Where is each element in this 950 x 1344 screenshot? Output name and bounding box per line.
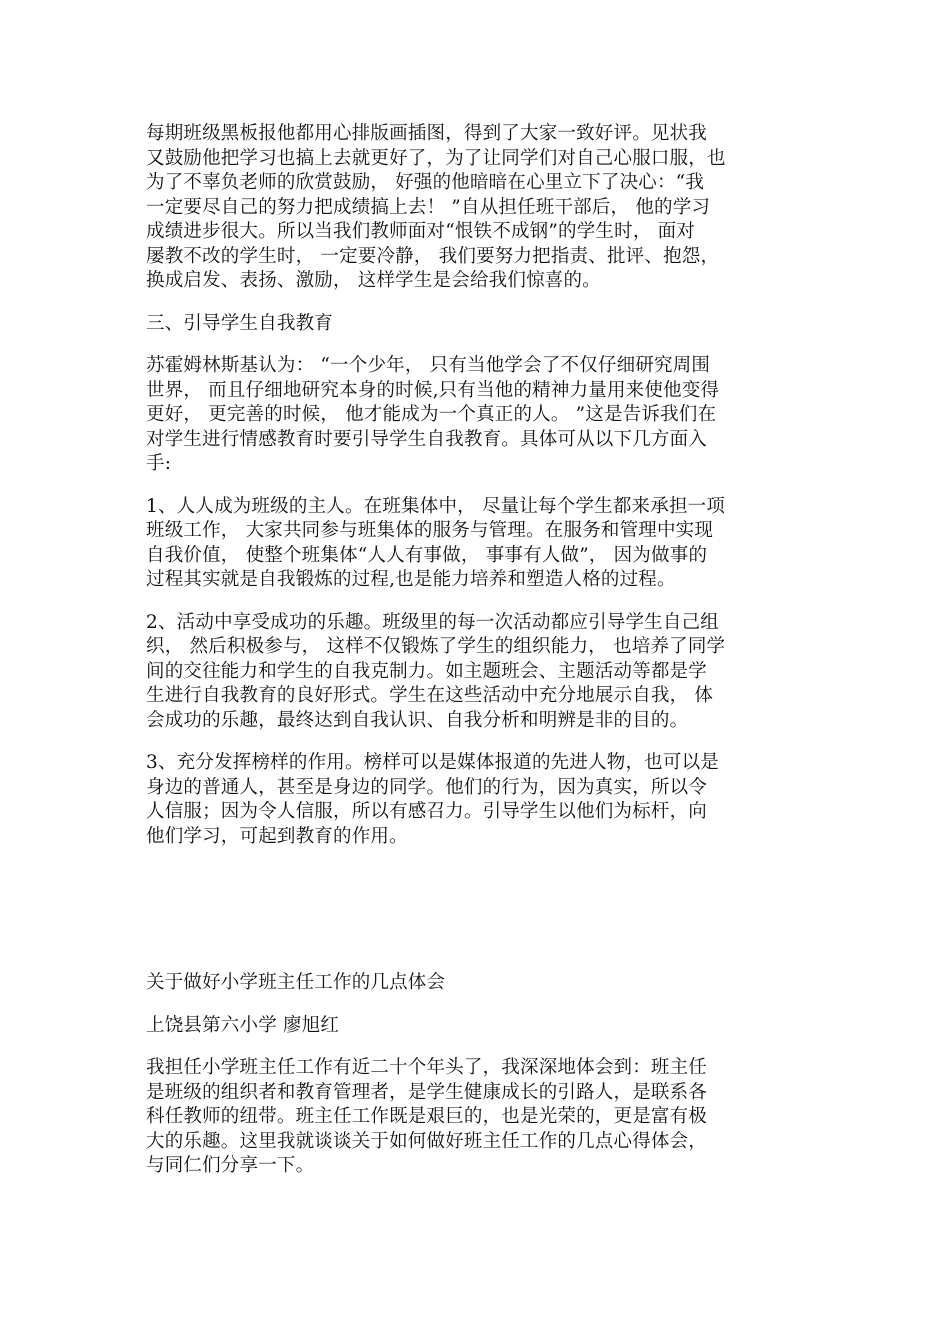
section-spacer (146, 867, 808, 971)
section-heading: 三、引导学生自我教育 (146, 312, 334, 334)
text-line: 3、充分发挥榜样的作用。榜样可以是媒体报道的先进人物，也可以是 (146, 752, 719, 773)
text-line: 屡教不改的学生时， 一定要冷静， 我们要努力把指责、批评、抱怨， (146, 245, 720, 267)
text-line: 会成功的乐趣，最终达到自我认识、自我分析和明辨是非的目的。 (146, 709, 689, 731)
text-line: 班级工作， 大家共同参与班集体的服务与管理。在服务和管理中实现 (146, 520, 714, 541)
text-line: 大的乐趣。这里我就谈谈关于如何做好班主任工作的几点心得体会， (146, 1130, 708, 1152)
text-line: 人信服；因为令人信服，所以有感召力。引导学生以他们为标杆，向 (146, 801, 708, 822)
paragraph-sukhomlinsky-quote (146, 354, 808, 477)
text-line: 换成启发、表扬、激励， 这样学生是会给我们惊喜的。 (146, 270, 601, 291)
list-item-2 (146, 611, 808, 734)
text-line: 更好， 更完善的时候， 他才能成为一个真正的人。 ”这是告诉我们在 (146, 404, 717, 425)
text-line: 生进行自我教育的良好形式。学生在这些活动中充分地展示自我， 体 (146, 685, 714, 706)
paragraph-blackboard-story (146, 122, 808, 294)
text-line: 对学生进行情感教育时要引导学生自我教育。具体可从以下几方面入 (146, 428, 708, 450)
text-line: 身边的普通人，甚至是身边的同学。他们的行为，因为真实，所以令 (146, 776, 708, 798)
text-line: 间的交往能力和学生的自我克制力。如主题班会、主题活动等都是学 (146, 660, 708, 682)
text-line: 又鼓励他把学习也搞上去就更好了，为了让同学们对自己心服口服，也 (146, 147, 726, 169)
author-line: 上饶县第六小学 廖旭红 (146, 1014, 340, 1036)
list-item-3 (146, 751, 808, 849)
text-line: 为了不辜负老师的欣赏鼓励， 好强的他暗暗在心里立下了决心：“我 (146, 172, 705, 193)
article-title: 关于做好小学班主任工作的几点体会 (146, 972, 446, 993)
paragraph-intro (146, 1056, 808, 1179)
list-item-1 (146, 495, 808, 593)
text-line: 是班级的组织者和教育管理者，是学生健康成长的引路人，是联系各 (146, 1081, 708, 1103)
document-body (146, 122, 808, 1197)
text-line: 自我价值， 使整个班集体“人人有事做， 事事有人做”， 因为做事的 (146, 544, 708, 566)
text-line: 织， 然后积极参与， 这样不仅锻炼了学生的组织能力， 也培养了同学 (146, 636, 726, 657)
text-line: 成绩进步很大。所以当我们教师面对“恨铁不成钢”的学生时， 面对 (146, 221, 695, 242)
text-line: 1、人人成为班级的主人。在班集体中， 尽量让每个学生都来承担一项 (146, 495, 726, 517)
text-line: 他们学习，可起到教育的作用。 (146, 825, 408, 847)
text-line: 手: (146, 453, 172, 474)
text-line: 与同仁们分享一下。 (146, 1155, 315, 1176)
text-line: 每期班级黑板报他都用心排版画插图，得到了大家一致好评。见状我 (146, 123, 708, 144)
text-line: 苏霍姆林斯基认为： “一个少年， 只有当他学会了不仅仔细研究周围 (146, 355, 711, 376)
text-line: 世界， 而且仔细地研究本身的时候,只有当他的精神力量用来使他变得 (146, 379, 720, 401)
text-line: 过程其实就是自我锻炼的过程,也是能力培养和塑造人格的过程。 (146, 569, 676, 590)
text-line: 2、活动中享受成功的乐趣。班级里的每一次活动都应引导学生自己组 (146, 611, 719, 633)
text-line: 一定要尽自己的努力把成绩搞上去！ ”自从担任班干部后， 他的学习 (146, 196, 711, 218)
text-line: 我担任小学班主任工作有近二十个年头了，我深深地体会到：班主任 (146, 1057, 708, 1078)
text-line: 科任教师的纽带。班主任工作既是艰巨的，也是光荣的，更是富有极 (146, 1106, 708, 1127)
